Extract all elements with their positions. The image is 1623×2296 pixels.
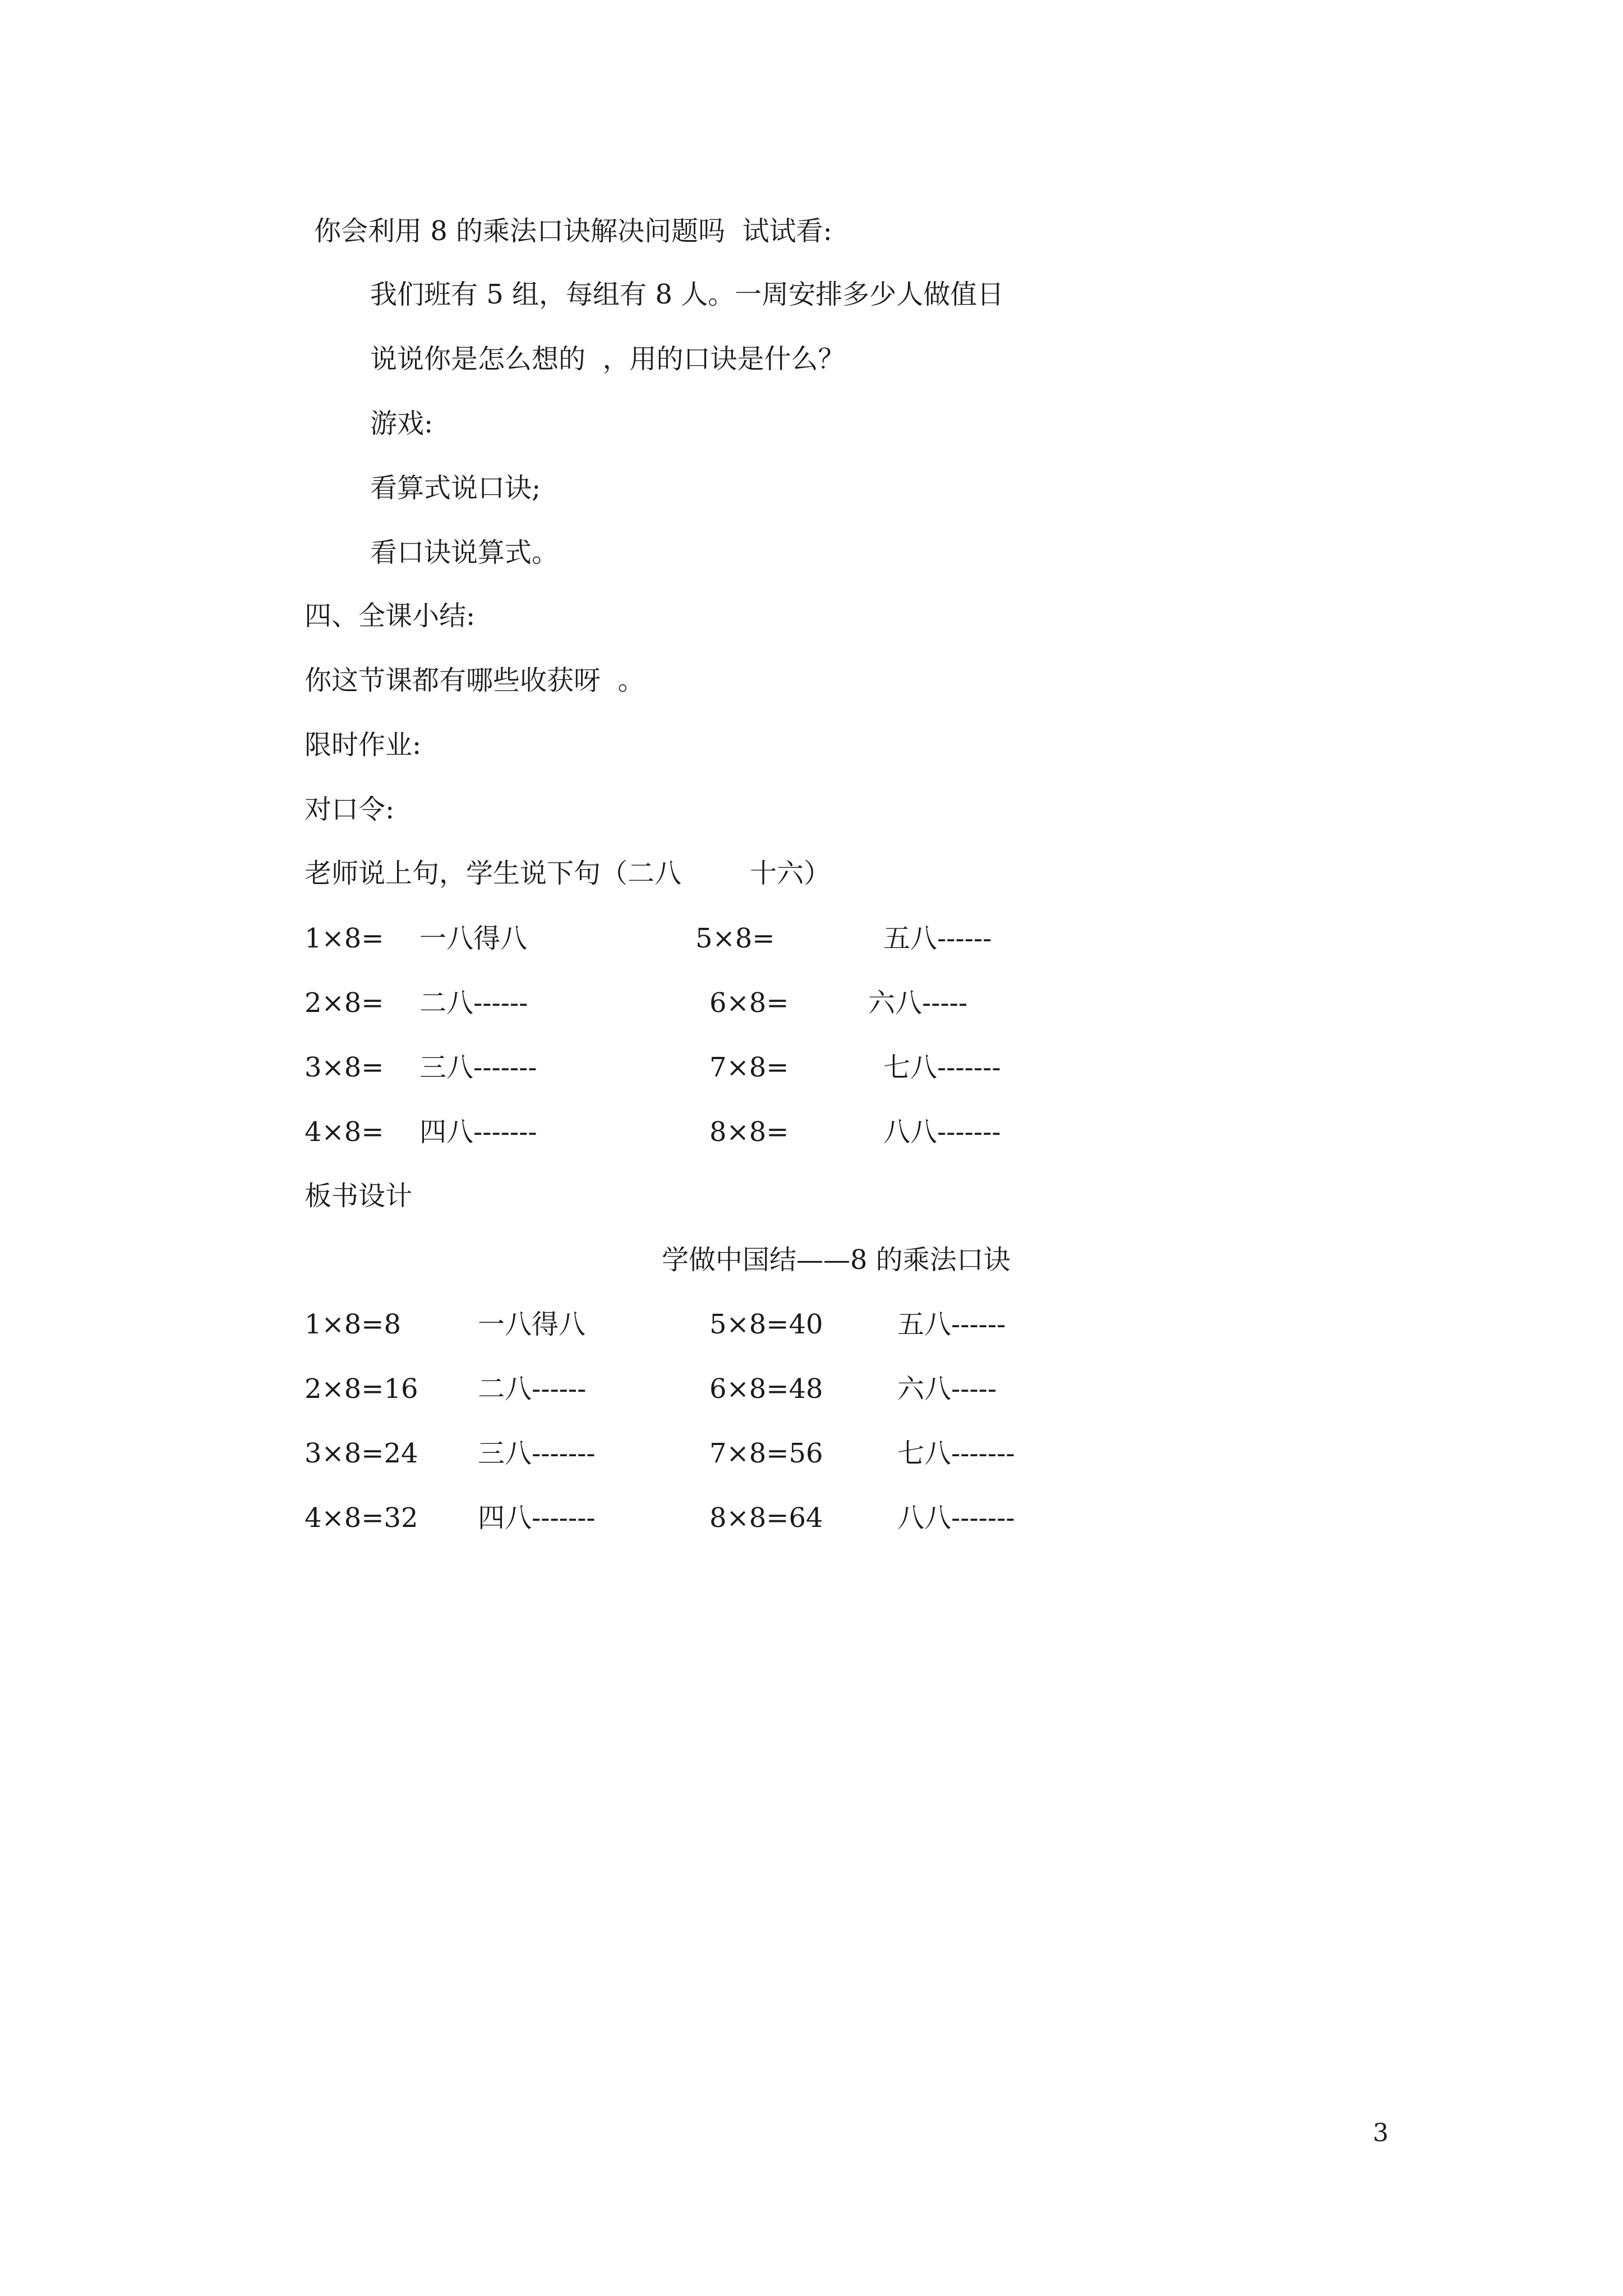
phrase-cell: 二八------ (419, 987, 528, 1019)
summary-question: 你这节课都有哪些收获呀 。 (305, 665, 645, 696)
ask-text: 说说你是怎么想的 ，用的口诀是什么？ (370, 343, 845, 375)
board-title: 学做中国结——8 的乘法口诀 (662, 1244, 1011, 1276)
game-label: 游戏: (370, 408, 434, 439)
equation-cell: 7×8= (709, 1052, 789, 1083)
phrase-cell: 一八得八 (478, 1309, 586, 1340)
phrase-cell: 一八得八 (419, 923, 528, 954)
equation-cell: 4×8=32 (305, 1502, 418, 1534)
equation-cell: 8×8= (709, 1116, 789, 1148)
equation-cell: 3×8=24 (305, 1438, 418, 1469)
phrase-cell: 三八------- (478, 1438, 596, 1469)
page-number: 3 (1373, 2119, 1389, 2147)
equation-cell: 4×8= (305, 1116, 384, 1148)
phrase-cell: 四八------- (419, 1116, 537, 1148)
phrase-cell: 六八----- (868, 987, 968, 1019)
equation-cell: 2×8= (305, 987, 384, 1019)
equation-cell: 6×8=48 (709, 1373, 823, 1405)
equation-cell: 5×8=40 (709, 1309, 823, 1340)
equation-cell: 1×8=8 (305, 1309, 402, 1340)
phrase-cell: 五八------ (897, 1309, 1006, 1340)
equation-cell: 7×8=56 (709, 1438, 823, 1469)
phrase-cell: 六八----- (897, 1373, 997, 1405)
drill-label: 对口令: (305, 794, 395, 825)
equation-cell: 6×8= (709, 987, 789, 1019)
phrase-cell: 七八------- (883, 1052, 1001, 1083)
game-item-1: 看算式说口诀; (370, 472, 541, 504)
phrase-cell: 三八------- (419, 1052, 537, 1083)
board-heading: 板书设计 (305, 1180, 413, 1212)
equation-cell: 8×8=64 (709, 1502, 823, 1534)
phrase-cell: 八八------- (883, 1116, 1001, 1148)
summary-heading: 四、全课小结: (305, 600, 476, 632)
equation-cell: 1×8= (305, 923, 384, 954)
problem-text: 我们班有 5 组，每组有 8 人。一周安排多少人做值日 (370, 279, 1004, 310)
intro-question: 你会利用 8 的乘法口诀解决问题吗 试试看: (314, 215, 832, 247)
phrase-cell: 二八------ (478, 1373, 587, 1405)
equation-cell: 2×8=16 (305, 1373, 418, 1405)
equation-cell: 5×8= (695, 923, 775, 954)
phrase-cell: 四八------- (478, 1502, 596, 1534)
homework-label: 限时作业: (305, 729, 422, 761)
equation-cell: 3×8= (305, 1052, 384, 1083)
phrase-cell: 八八------- (897, 1502, 1015, 1534)
phrase-cell: 五八------ (883, 923, 992, 954)
game-item-2: 看口诀说算式。 (370, 537, 559, 568)
drill-description: 老师说上句，学生说下句（二八 十六） (305, 858, 831, 889)
phrase-cell: 七八------- (897, 1438, 1015, 1469)
